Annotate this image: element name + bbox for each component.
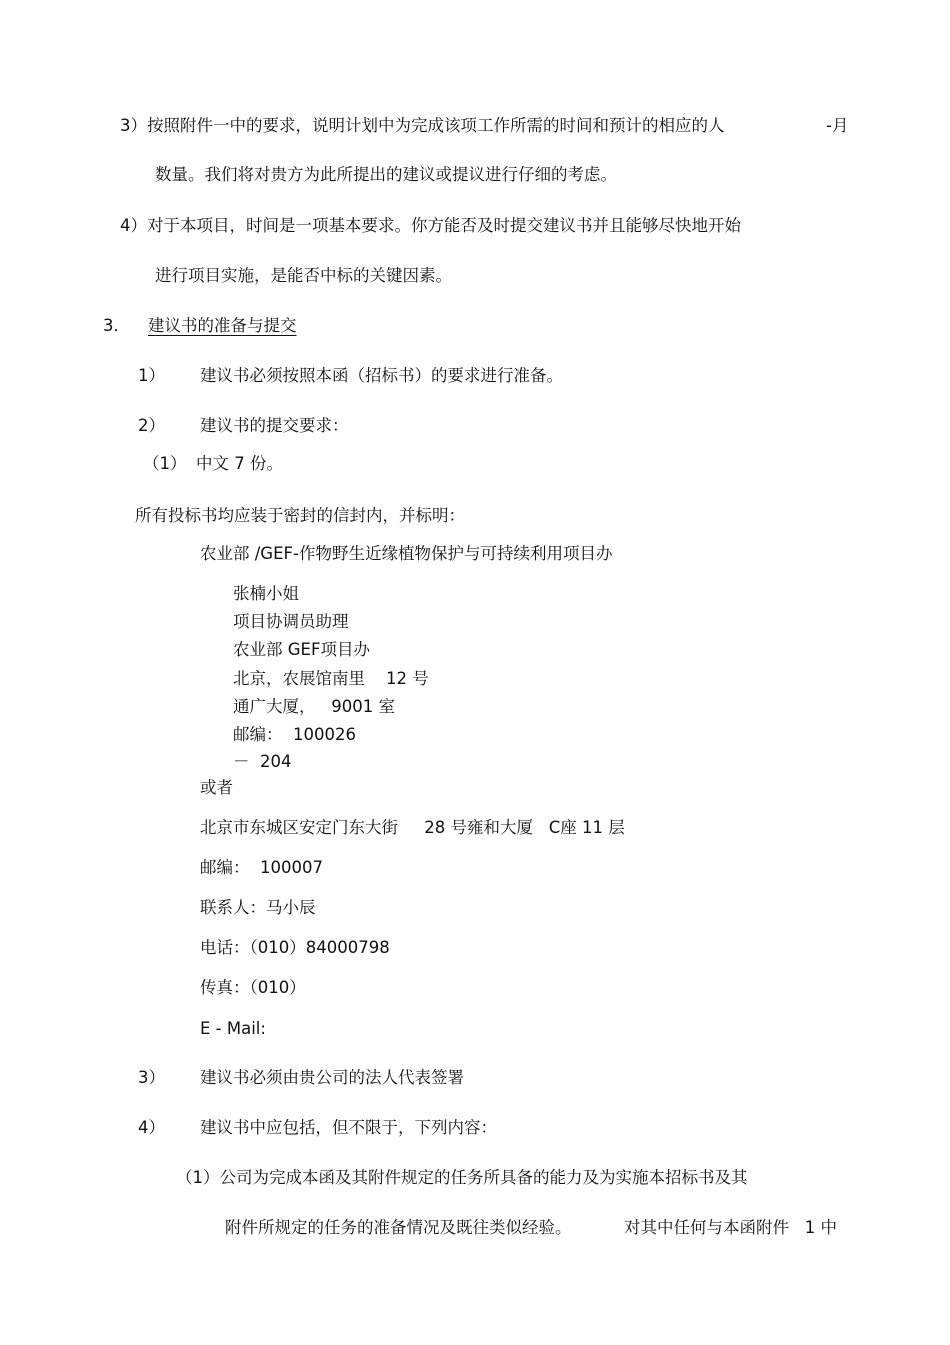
or-label: 或者 xyxy=(200,778,233,797)
section-title: 建议书的准备与提交 xyxy=(148,316,297,335)
item-3 xyxy=(120,115,725,137)
sub-item-1-text: 建议书必须按照本函（招标书）的要求进行准备。 xyxy=(200,366,563,385)
address-line: 项目协调员助理 xyxy=(233,612,349,631)
item-text: 对于本项目，时间是一项基本要求。你方能否及时提交建议书并且能够尽快地开始 xyxy=(147,216,741,235)
sub-item-2-1-number: （1） xyxy=(143,454,187,473)
item-number: （1） xyxy=(176,1168,220,1187)
sub-item-4-1-continuation: 附件所规定的任务的准备情况及既往类似经验。 xyxy=(225,1218,572,1237)
envelope-note: 所有投标书均应装于密封的信封内，并标明： xyxy=(135,506,465,525)
address-line: 农业部 GEF项目办 xyxy=(233,640,370,659)
item-text: 公司为完成本函及其附件规定的任务所具备的能力及为实施本招标书及其 xyxy=(219,1168,748,1187)
addressee: 农业部 /GEF-作物野生近缘植物保护与可持续利用项目办 xyxy=(200,544,613,563)
sub-item-4-text: 建议书中应包括，但不限于，下列内容： xyxy=(200,1118,497,1137)
sub-item-2-text: 建议书的提交要求： xyxy=(200,416,349,435)
item-4-continuation: 进行项目实施，是能否中标的关键因素。 xyxy=(155,266,452,285)
item-text: 按照附件一中的要求，说明计划中为完成该项工作所需的时间和预计的相应的人 xyxy=(147,116,725,135)
sub-item-1-number: 1） xyxy=(138,366,165,385)
address-line: 通广大厦， 9001 室 xyxy=(233,697,395,716)
sub-item-4-1-continuation-tail: 对其中任何与本函附件 1 中 xyxy=(624,1218,837,1237)
item-number: 3） xyxy=(120,116,147,135)
item-4 xyxy=(120,215,741,237)
address-line: 张楠小姐 xyxy=(233,584,299,603)
fax: 传真：（010） xyxy=(200,978,306,997)
phone: 电话：（010）84000798 xyxy=(200,938,390,957)
address-line: 邮编： 100026 xyxy=(233,725,356,744)
sub-item-2-number: 2） xyxy=(138,416,165,435)
section-number: 3． xyxy=(103,316,130,335)
email: E - Mail: xyxy=(200,1019,266,1038)
contact-person: 联系人：马小辰 xyxy=(200,898,316,917)
item-3-continuation: 数量。我们将对贵方为此所提出的建议或提议进行仔细的考虑。 xyxy=(155,165,617,184)
address-line: 北京，农展馆南里 12 号 xyxy=(233,669,429,688)
sub-item-4-1 xyxy=(176,1167,748,1189)
address-line: － 204 xyxy=(233,752,292,771)
address-street: 北京市东城区安定门东大街 28 号雍和大厦 C座 11 层 xyxy=(200,818,625,837)
sub-item-3-text: 建议书必须由贵公司的法人代表签署 xyxy=(200,1068,464,1087)
item-number: 4） xyxy=(120,216,147,235)
address-postcode: 邮编： 100007 xyxy=(200,858,323,877)
sub-item-2-1-text: 中文 7 份。 xyxy=(196,454,283,473)
item-3-tail: -月 xyxy=(826,116,849,135)
sub-item-3-number: 3） xyxy=(138,1068,165,1087)
sub-item-4-number: 4） xyxy=(138,1118,165,1137)
